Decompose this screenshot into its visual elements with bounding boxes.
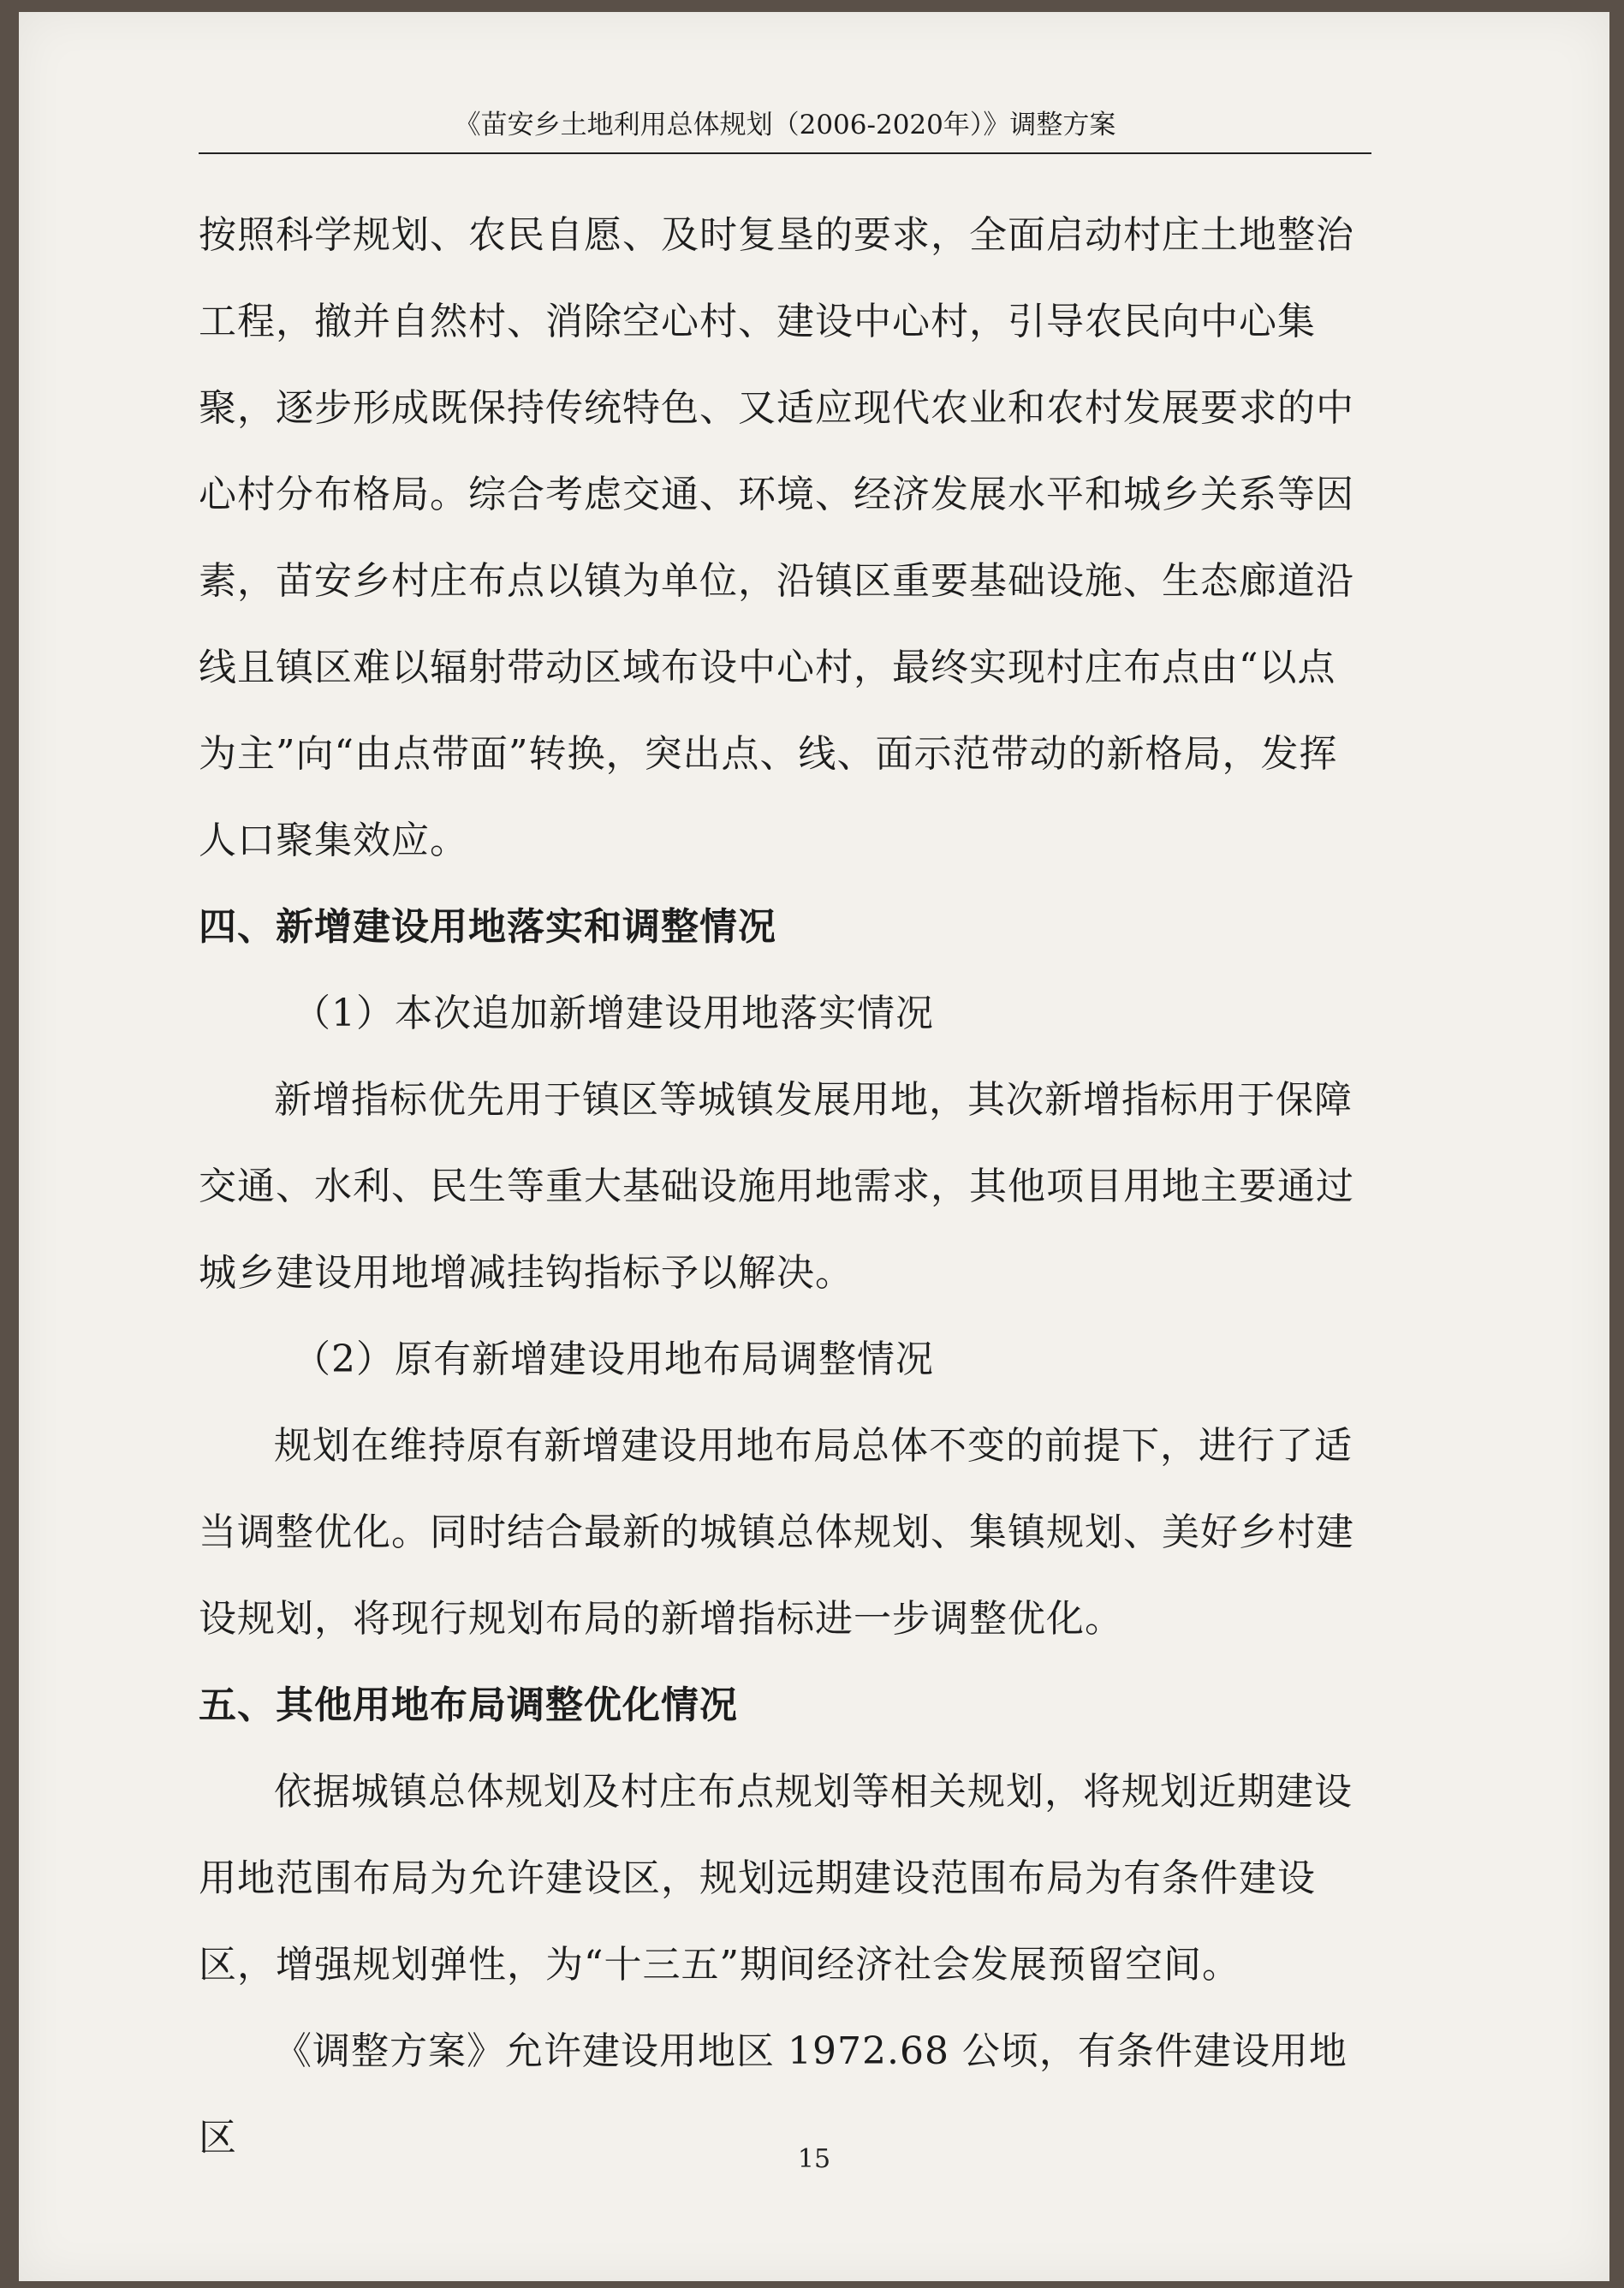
section-heading-4: 四、新增建设用地落实和调整情况 <box>199 905 776 949</box>
subheading-1: （1）本次追加新增建设用地落实情况 <box>293 992 934 1035</box>
document-page <box>19 12 1609 2281</box>
running-header: 《苗安乡土地利用总体规划（2006-2020年）》调整方案 <box>199 98 1371 154</box>
paragraph-area-figures: 《调整方案》允许建设用地区 1972.68 公顷，有条件建设用地区 <box>199 2029 1347 2160</box>
section-heading-5: 五、其他用地布局调整优化情况 <box>199 1683 738 1727</box>
paragraph-new-indicators: 新增指标优先用于镇区等城镇发展用地，其次新增指标用于保障交通、水利、民生等重大基础设施用地需求，其他项目用地主要通过城乡建设用地增减挂钩指标予以解决。 <box>199 1078 1354 1295</box>
subheading-2: （2）原有新增建设用地布局调整情况 <box>293 1338 934 1381</box>
paragraph-layout-adjustment: 规划在维持原有新增建设用地布局总体不变的前提下，进行了适当调整优化。同时结合最新的城镇总体规划、集镇规划、美好乡村建设规划，将现行规划布局的新增指标进一步调整优化。 <box>199 1424 1354 1641</box>
page-number: 15 <box>797 2144 831 2174</box>
body-text <box>199 192 1371 2181</box>
paragraph-village-layout: 按照科学规划、农民自愿、及时复垦的要求，全面启动村庄土地整治工程，撤并自然村、消除空心村、建设中心村，引导农民向中心集聚，逐步形成既保持传统特色、又适应现代农业和农村发展要求的中心村分布格局。综合考虑交通、环境、经济发展水平和城乡关系等因素，苗安乡村庄布点以镇为单位，沿镇区重要基础设施、生态廊道沿线且镇区难以辐射带动区域布设中心村，最终实现村庄布点由“以点为主”向“由点带面”转换，突出点、线、面示范带动的新格局，发挥人口聚集效应。 <box>199 213 1354 862</box>
paragraph-construction-zones: 依据城镇总体规划及村庄布点规划等相关规划，将规划近期建设用地范围布局为允许建设区，规划远期建设范围布局为有条件建设区，增强规划弹性，为“十三五”期间经济社会发展预留空间。 <box>199 1770 1353 1987</box>
